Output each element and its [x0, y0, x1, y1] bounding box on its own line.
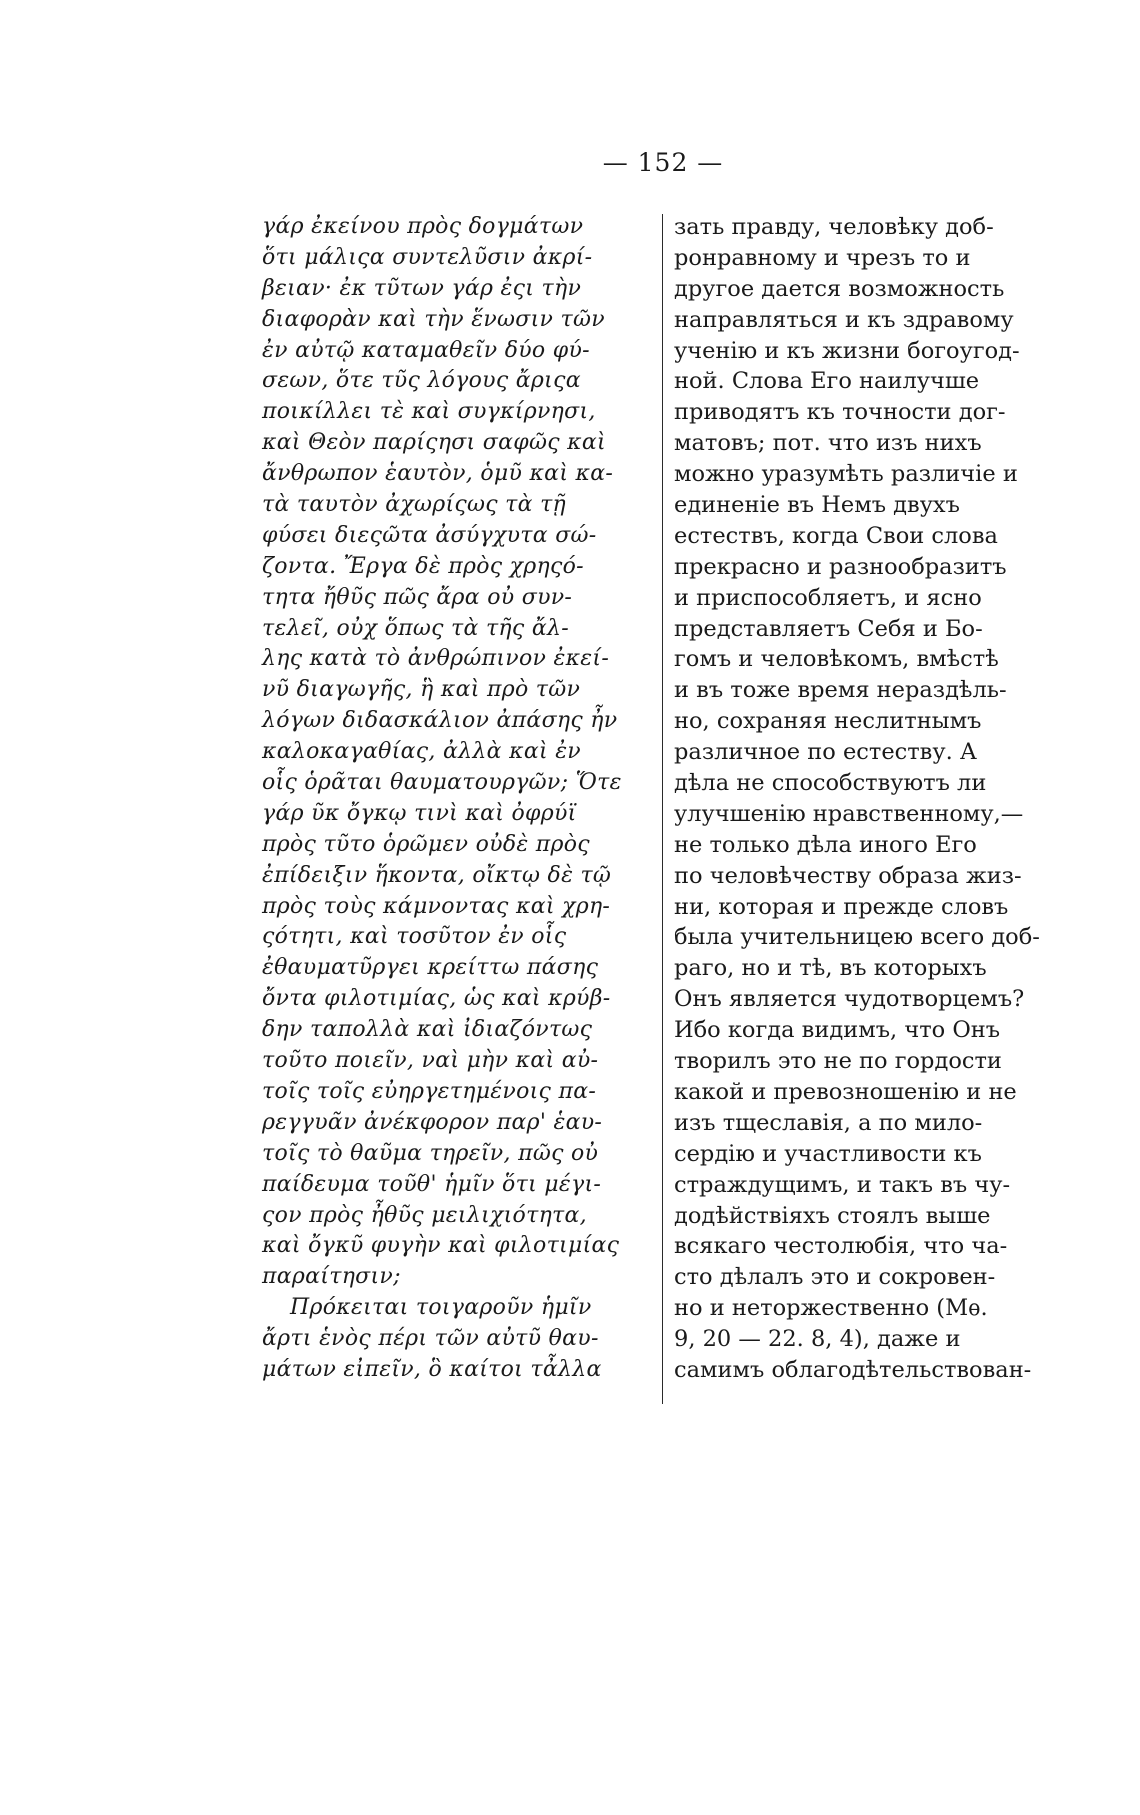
text-line: 9, 20 — 22. 8, 4), даже и — [674, 1326, 961, 1353]
text-line: καλοκαγαθίας, ἀλλὰ καὶ ἐν — [262, 739, 581, 765]
text-line: и въ тоже время нераздѣль- — [674, 677, 1007, 704]
text-line: παραίτησιν; — [262, 1264, 401, 1290]
text-line: ἐπίδειξιν ἥκοντα, οἴκτῳ δὲ τῷ — [262, 862, 612, 888]
text-line: Πρόκειται τοιγαροῦν ἡμῖν — [290, 1295, 592, 1321]
text-line: но, сохраняя неслитнымъ — [674, 708, 982, 735]
russian-text-column — [674, 212, 1074, 1386]
text-line: естествъ, когда Свои слова — [674, 522, 998, 549]
text-line: гомъ и человѣкомъ, вмѣстѣ — [674, 646, 999, 673]
text-line: τελεῖ, οὐχ ὅπως τὰ τῆς ἄλ- — [262, 615, 569, 641]
text-line: δην ταπολλὰ καὶ ἰδιαζόντως — [262, 1017, 593, 1043]
text-line: ρεγγυᾶν ἀνέκφορον παρ' ἑαυ- — [262, 1109, 603, 1135]
text-line: была учительницею всего доб- — [674, 924, 1040, 951]
text-line: νῦ διαγωγῆς, ἣ καὶ πρὸ τῶν — [262, 677, 581, 703]
text-line: ронравному и чрезъ то и — [674, 244, 971, 271]
text-line: зать правду, человѣку доб- — [674, 214, 994, 240]
text-line: не только дѣла иного Его — [674, 831, 977, 858]
text-line: сто дѣлалъ это и сокровен- — [674, 1264, 996, 1291]
text-line: дѣла не способствуютъ ли — [674, 770, 987, 797]
page-number: — 152 — — [602, 148, 724, 177]
text-line: раго, но и тѣ, въ которыхъ — [674, 955, 987, 982]
text-line: и приспособляетъ, и ясно — [674, 584, 982, 611]
column-divider — [662, 214, 663, 1404]
text-line: улучшенію нравственному,— — [674, 800, 1024, 827]
text-line: τοῖς τοῖς εὐηργετημένοις πα- — [262, 1078, 597, 1104]
text-line: ποικίλλει τὲ καὶ συγκίρνησι, — [262, 399, 596, 425]
text-line: γάρ ῦκ ὄγκῳ τινὶ καὶ ὀφρύϊ — [262, 800, 577, 826]
text-line: изъ тщеславія, а по мило- — [674, 1109, 983, 1136]
text-line: λόγων διδασκάλιον ἀπάσης ἦν — [262, 708, 618, 734]
text-line: ἄνθρωπον ἑαυτὸν, ὁμῦ καὶ κα- — [262, 461, 614, 487]
text-line: τητα ἤθῦς πῶς ἄρα οὐ συν- — [262, 584, 573, 610]
text-line: παίδευμα τοῦθ' ἡμῖν ὅτι μέγι- — [262, 1171, 602, 1197]
text-line: можно уразумѣть различіе и — [674, 461, 1018, 488]
text-line: различное по естеству. А — [674, 739, 977, 766]
text-line: всякаго честолюбія, что ча- — [674, 1233, 1008, 1260]
text-line: направляться и къ здравому — [674, 306, 1014, 333]
text-line: додѣйствіяхъ стоялъ выше — [674, 1202, 991, 1229]
text-line: представляетъ Себя и Бо- — [674, 615, 983, 642]
text-line: прекрасно и разнообразитъ — [674, 553, 1007, 580]
text-line: ни, которая и прежде словъ — [674, 893, 1009, 920]
text-line: сердію и участливости къ — [674, 1140, 982, 1167]
text-line: другое дается возможность — [674, 275, 1005, 302]
text-line: φύσει διεςῶτα ἀσύγχυτα σώ- — [262, 522, 597, 548]
greek-text-column — [262, 212, 652, 1386]
text-line: какой и превозношенію и не — [674, 1078, 1017, 1105]
text-line: ной. Слова Его наилучше — [674, 368, 980, 395]
text-line: τὰ ταυτὸν ἀχωρίςως τὰ τῇ — [262, 492, 567, 518]
text-line: τοῖς τὸ θαῦμα τηρεῖν, πῶς οὐ — [262, 1140, 599, 1166]
text-line: τοῦτο ποιεῖν, ναὶ μὴν καὶ αὐ- — [262, 1048, 599, 1074]
text-line: καὶ ὄγκῦ φυγὴν καὶ φιλοτιμίας — [262, 1233, 620, 1259]
text-line: ἐθαυματῦργει κρείττω πάσης — [262, 955, 599, 981]
text-line: γάρ ἐκείνου πρὸς δογμάτων — [262, 214, 584, 239]
text-line: ζοντα. Ἔργα δὲ πρὸς χρηςό- — [262, 553, 584, 579]
text-line: страждущимъ, и такъ въ чу- — [674, 1171, 1011, 1198]
text-line: μάτων εἰπεῖν, ὃ καίτοι τἆλλα — [262, 1356, 602, 1382]
text-line: Онъ является чудотворцемъ? — [674, 986, 1025, 1013]
text-line: единеніе въ Немъ двухъ — [674, 492, 960, 519]
text-line: λης κατὰ τὸ ἀνθρώπινον ἐκεί- — [262, 646, 610, 672]
text-line: Ибо когда видимъ, что Онъ — [674, 1017, 1001, 1044]
text-line: καὶ Θεὸν παρίςησι σαφῶς καὶ — [262, 430, 606, 456]
text-line: ученію и къ жизни богоугод- — [674, 337, 1020, 364]
text-line: матовъ; пот. что изъ нихъ — [674, 430, 982, 457]
text-line: ὄντα φιλοτιμίας, ὡς καὶ κρύβ- — [262, 986, 611, 1012]
text-line: самимъ облагодѣтельствован- — [674, 1356, 1032, 1383]
text-line: πρὸς τῦτο ὁρῶμεν οὐδὲ πρὸς — [262, 831, 590, 857]
text-line: πρὸς τοὺς κάμνοντας καὶ χρη- — [262, 893, 611, 919]
text-line: творилъ это не по гордости — [674, 1048, 1002, 1075]
text-line: ὅτι μάλιςα συντελῦσιν ἀκρί- — [262, 244, 593, 270]
text-line: οἷς ὁρᾶται θαυματουργῶν; Ὅτε — [262, 770, 622, 796]
text-line: ςον πρὸς ἦθῦς μειλιχιότητα, — [262, 1202, 587, 1228]
text-line: ἐν αὐτῷ καταμαθεῖν δύο φύ- — [262, 337, 590, 363]
text-line: ἄρτι ἑνὸς πέρι τῶν αὐτῦ θαυ- — [262, 1326, 599, 1352]
text-line: но и неторжественно (Мѳ. — [674, 1295, 988, 1322]
text-line: βειαν· ἐκ τῦτων γάρ ἐςι τὴν — [262, 275, 582, 301]
text-line: σεων, ὅτε τῦς λόγους ἄριςα — [262, 368, 581, 394]
text-line: διαφορὰν καὶ τὴν ἕνωσιν τῶν — [262, 306, 605, 332]
text-line: ςότητι, καὶ τοσῦτον ἐν οἷς — [262, 924, 567, 950]
text-line: приводятъ къ точности дог- — [674, 399, 1006, 426]
text-line: по человѣчеству образа жиз- — [674, 862, 1022, 889]
